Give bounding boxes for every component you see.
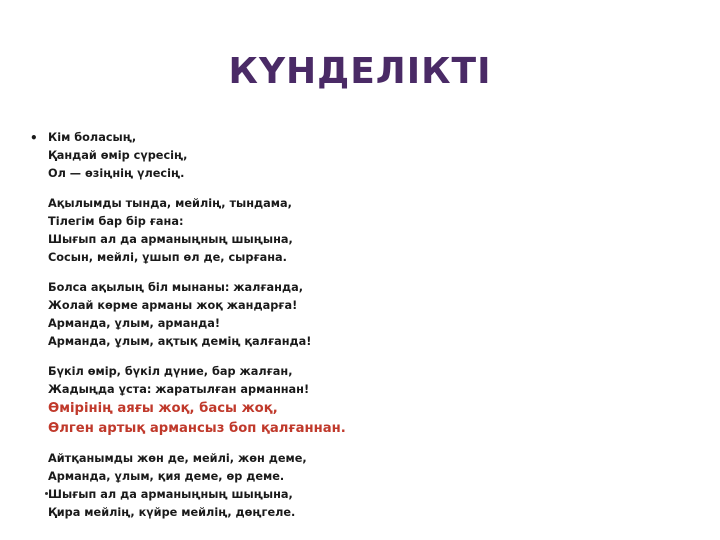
stanza-break [48, 183, 630, 195]
stanza-break [48, 438, 630, 450]
poem-line: Шығып ал да арманыңның шыңына, [48, 233, 293, 246]
poem-line: Арманда, ұлым, арманда! [48, 317, 221, 330]
poem-line: Арманда, ұлым, ақтық демің қалғанда! [48, 335, 312, 348]
poem-line: Айтқанымды жөн де, мейлі, жөн деме, [48, 452, 307, 465]
trailing-bullet-icon [45, 492, 48, 495]
poem-line: Жолай көрме арманы жоқ жандарға! [48, 299, 298, 312]
poem-line: Жадыңда ұста: жаратылған арманнан! [48, 383, 310, 396]
poem-line: Ол — өзіңнің үлесің. [48, 167, 185, 180]
poem-line: Қира мейлің, күйре мейлің, дөңгеле. [48, 506, 296, 519]
poem-line: Сосын, мейлі, ұшып өл де, сырғана. [48, 251, 287, 264]
poem-line: Болса ақылың біл мынаны: жалғанда, [48, 281, 304, 294]
poem-line-highlighted: Өмірінің аяғы жоқ, басы жоқ, [48, 401, 278, 416]
poem-line: • Кім боласың, [48, 129, 630, 147]
poem-line: Тілегім бар бір ғана: [48, 215, 184, 228]
poem-text [30, 129, 630, 522]
slide-title: КҮНДЕЛІКТІ [228, 51, 492, 92]
poem-line: Ақылымды тында, мейлің, тындама, [48, 197, 292, 210]
poem-line-highlighted: Өлген артық армансыз боп қалғаннан. [48, 420, 346, 436]
poem-line: Бүкіл өмір, бүкіл дүние, бар жалған, [48, 365, 293, 378]
stanza-break [48, 267, 630, 279]
poem-line: Арманда, ұлым, қия деме, өр деме. [48, 470, 285, 483]
poem-line: Шығып ал да арманыңның шыңына, [48, 488, 293, 501]
stanza-break [48, 351, 630, 363]
poem-line: Қандай өмір сүресің, [48, 149, 188, 162]
